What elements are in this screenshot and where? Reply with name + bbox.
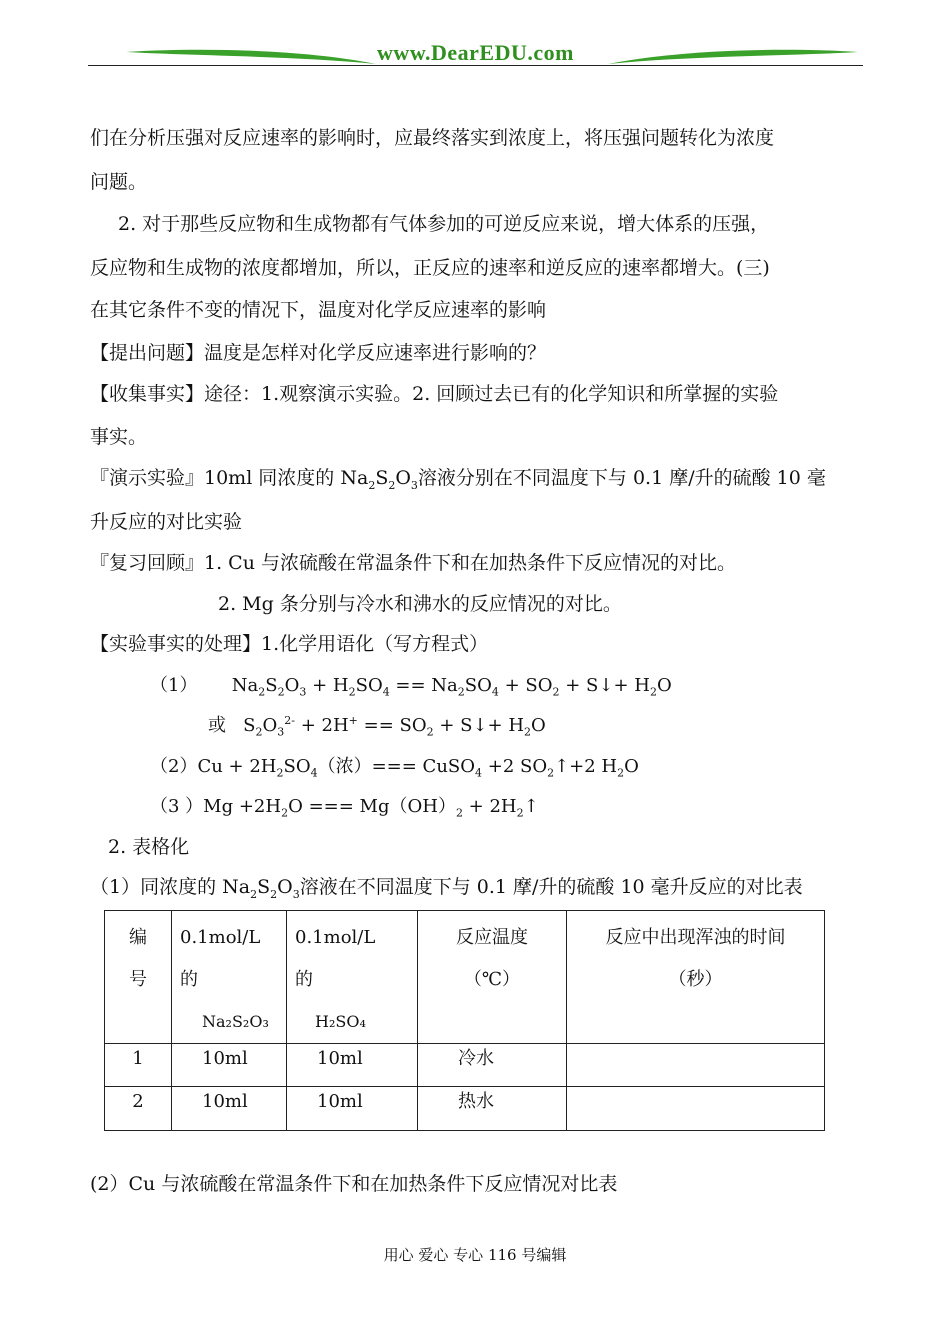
page-header	[88, 36, 863, 70]
equation-label: （1）	[150, 675, 198, 696]
header-rule	[88, 65, 863, 66]
header-cell-temperature	[418, 911, 567, 1044]
cell-number: 2	[105, 1087, 172, 1131]
paragraph-line: 2. 对于那些反应物和生成物都有气体参加的可逆反应来说，增大体系的压强，	[118, 213, 770, 235]
header-cell-number	[105, 911, 172, 1044]
header-text: Na₂S₂O₃	[202, 1012, 269, 1031]
comparison-table	[104, 910, 825, 1131]
equation-label: 或	[208, 715, 226, 736]
header-logo: www.DearEDU.com	[377, 40, 574, 65]
cell-time	[567, 1044, 825, 1087]
paragraph-line: 们在分析压强对反应速率的影响时，应最终落实到浓度上，将压强问题转化为浓度	[90, 127, 775, 149]
paragraph-line: 在其它条件不变的情况下，温度对化学反应速率的影响	[90, 299, 547, 321]
cell-temperature: 冷水	[418, 1044, 567, 1087]
equation-label: （2）Cu + 2H	[150, 756, 277, 777]
cell-na2s2o3: 10ml	[172, 1044, 287, 1087]
equation-label: （3 ）Mg +2H	[150, 796, 282, 817]
paragraph-line: 反应物和生成物的浓度都增加，所以，正反应的速率和逆反应的速率都增大。(三)	[90, 257, 770, 279]
header-cell-time	[567, 911, 825, 1044]
paragraph-line: 2. Mg 条分别与冷水和沸水的反应情况的对比。	[218, 593, 622, 615]
header-text: （℃）	[463, 969, 521, 990]
table-header-row	[105, 911, 825, 1044]
paragraph-line: 问题。	[90, 171, 148, 193]
header-text: 反应温度	[456, 927, 528, 948]
paragraph-line: (2）Cu 与浓硫酸在常温条件下和在加热条件下反应情况对比表	[90, 1173, 618, 1195]
paragraph-line: 2. 表格化	[108, 836, 190, 858]
paragraph-line: 『演示实验』10ml 同浓度的 $Na_2S_2O_3$溶液分别在不同温度下与 0.1 摩/升的硫酸 10 毫	[90, 467, 826, 492]
header-text: 反应中出现浑浊的时间	[605, 927, 786, 948]
header-text: 的	[180, 969, 198, 990]
cell-number: 1	[105, 1044, 172, 1087]
equation-2: 或 $S_2O_3^{2-} + 2H^+ == SO_2$ + S↓+ $H_2O$	[208, 714, 546, 739]
table-row	[105, 1044, 825, 1087]
header-text: 0.1mol/L	[180, 927, 261, 948]
paragraph-line: （1）同浓度的 $Na_2S_2O_3$溶液在不同温度下与 0.1 摩/升的硫酸 10 毫升反应的对比表	[90, 876, 803, 901]
header-text: H₂SO₄	[315, 1012, 366, 1031]
cell-h2so4: 10ml	[287, 1087, 418, 1131]
cell-time	[567, 1087, 825, 1131]
cell-h2so4: 10ml	[287, 1044, 418, 1087]
cell-temperature: 热水	[418, 1087, 567, 1131]
header-text: 0.1mol/L	[295, 927, 376, 948]
header-cell-na2s2o3	[172, 911, 287, 1044]
paragraph-line: 【实验事实的处理】1.化学用语化（写方程式）	[90, 633, 489, 655]
paragraph-line: 『复习回顾』1. Cu 与浓硫酸在常温条件下和在加热条件下反应情况的对比。	[90, 552, 736, 574]
cell-na2s2o3: 10ml	[172, 1087, 287, 1131]
paragraph-line: 事实。	[90, 426, 148, 448]
equation-4: （3 ）$Mg +2H_2O$ === $Mg(OH)_2$ + $2H_2↑$	[150, 796, 539, 820]
header-cell-h2so4	[287, 911, 418, 1044]
paragraph-line: 【提出问题】温度是怎样对化学反应速率进行影响的？	[90, 342, 547, 364]
demo-text-end: 溶液分别在不同温度下与 0.1 摩/升的硫酸 10 毫	[417, 467, 826, 489]
table-row	[105, 1087, 825, 1131]
header-text: （秒）	[668, 969, 723, 990]
demo-text-start: 『演示实验』10ml 同浓度的 Na	[90, 467, 369, 489]
paragraph-line: 升反应的对比实验	[90, 511, 243, 533]
header-text: 号	[129, 969, 147, 990]
paragraph-line: 【收集事实】途径：1.观察演示实验。2. 回顾过去已有的化学知识和所掌握的实验	[90, 383, 779, 405]
table-caption-start: （1）同浓度的 Na	[90, 876, 251, 898]
header-text: 编	[129, 927, 147, 948]
table-caption-end: 溶液在不同温度下与 0.1 摩/升的硫酸 10 毫升反应的对比表	[299, 876, 803, 898]
page-footer: 用心 爱心 专心 116 号编辑	[383, 1246, 567, 1264]
equation-3: $(2)Cu + 2H_2SO_4$（浓）=== CuSO$_4$ +2 $SO_2↑+2$ $H_2O$	[150, 756, 639, 780]
equation-1: （1） $Na_2S_2O_3 + H_2SO_4 == Na_2SO_4 + SO_2$ + S↓+ $H_2O$	[150, 675, 672, 699]
header-text: 的	[295, 969, 313, 990]
